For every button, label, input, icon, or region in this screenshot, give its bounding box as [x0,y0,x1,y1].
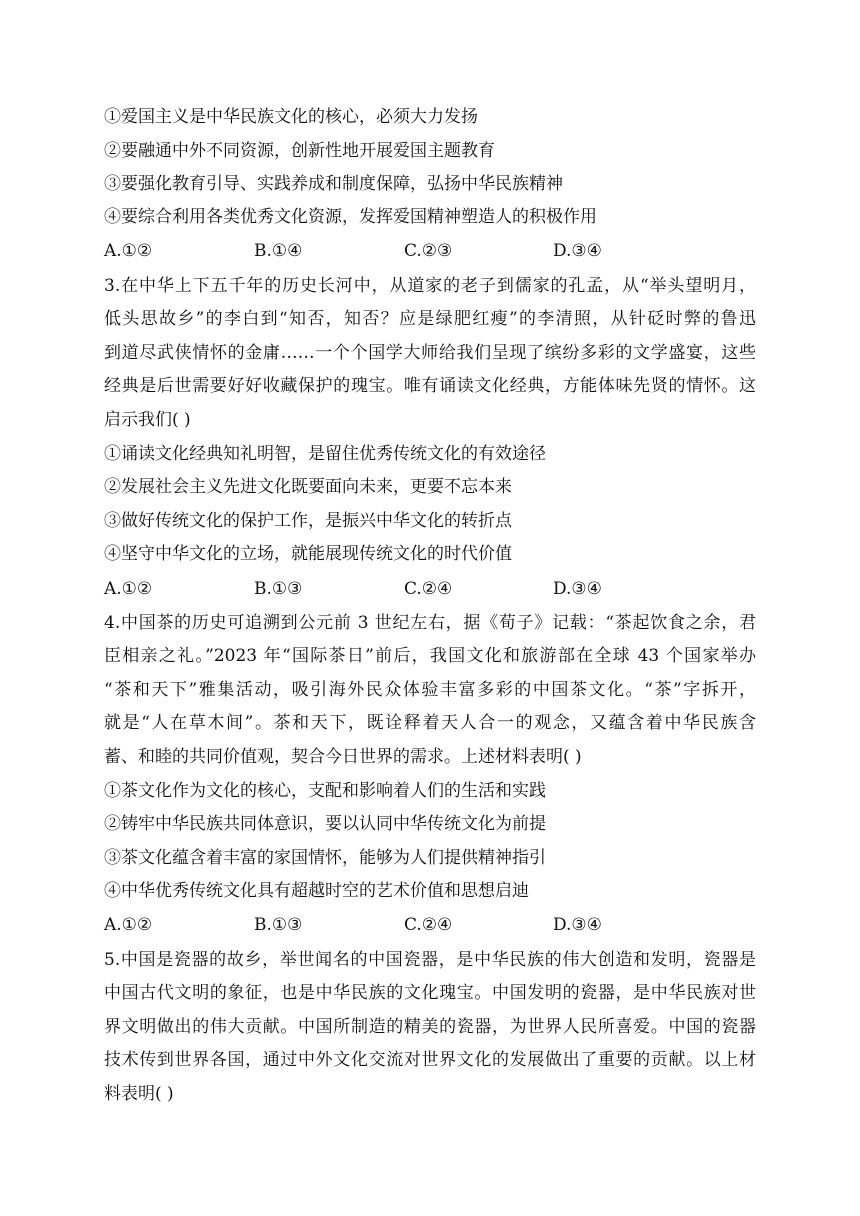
q3-stem-line-5: 启示我们( ) [104,410,191,430]
q4-stem-line-1: 4.中国茶的历史可追溯到公元前 3 世纪左右，据《荀子》记载：“茶起饮食之余，君 [104,613,756,633]
q4-statement-1: ①茶文化作为文化的核心，支配和影响着人们的生活和实践 [104,781,546,801]
q2-option-a: A.①② [104,241,153,261]
q5-stem-line-5: 料表明( ) [104,1084,174,1104]
q4-stem-line-2: 臣相亲之礼。”2023 年“国际茶日”前后，我国文化和旅游部在全球 43 个国家举办 [104,646,756,666]
q4-option-a: A.①② [104,915,153,935]
q4-stem-line-4: 就是“人在草木间”。茶和天下，既诠释着天人合一的观念，又蕴含着中华民族含 [104,713,756,733]
q2-options [104,239,756,263]
q4-option-b: B.①③ [254,915,303,935]
q4-option-c: C.②④ [404,915,453,935]
q2-statement-1: ①爱国主义是中华民族文化的核心，必须大力发扬 [104,107,478,127]
q3-stem-line-1: 3.在中华上下五千年的历史长河中，从道家的老子到儒家的孔孟，从“举头望明月， [104,276,756,296]
q2-option-d: D.③④ [553,241,602,261]
q4-statement-2: ②铸牢中华民族共同体意识，要以认同中华传统文化为前提 [104,814,546,834]
q4-option-d: D.③④ [553,915,602,935]
q2-option-b: B.①④ [254,241,303,261]
q4-statement-3: ③茶文化蕴含着丰富的家国情怀，能够为人们提供精神指引 [104,848,546,868]
q3-option-b: B.①③ [254,579,303,599]
q5-stem-line-3: 界文明做出的伟大贡献。中国所制造的精美的瓷器，为世界人民所喜爱。中国的瓷器 [104,1017,756,1037]
q4-stem-line-5: 蓄、和睦的共同价值观，契合今日世界的需求。上述材料表明( ) [104,747,582,767]
q3-options [104,577,756,601]
q3-stem-line-3: 到道尽武侠情怀的金庸……一个个国学大师给我们呈现了缤纷多彩的文学盛宴，这些 [104,343,756,363]
q3-stem-line-4: 经典是后世需要好好收藏保护的瑰宝。唯有诵读文化经典，方能体味先贤的情怀。这 [104,376,756,396]
q4-stem-line-3: “茶和天下”雅集活动，吸引海外民众体验丰富多彩的中国茶文化。“茶”字拆开， [104,680,756,700]
q4-options [104,913,756,937]
q3-statement-2: ②发展社会主义先进文化既要面向未来，更要不忘本来 [104,477,512,497]
q2-statement-4: ④要综合利用各类优秀文化资源，发挥爱国精神塑造人的积极作用 [104,207,597,227]
q3-option-d: D.③④ [553,579,602,599]
q3-statement-4: ④坚守中华文化的立场，就能展现传统文化的时代价值 [104,544,512,564]
q5-stem-line-4: 技术传到世界各国，通过中外文化交流对世界文化的发展做出了重要的贡献。以上材 [104,1050,756,1070]
q2-statement-3: ③要强化教育引导、实践养成和制度保障，弘扬中华民族精神 [104,174,563,194]
q5-stem-line-1: 5.中国是瓷器的故乡，举世闻名的中国瓷器，是中华民族的伟大创造和发明，瓷器是 [104,950,756,970]
q4-statement-4: ④中华优秀传统文化具有超越时空的艺术价值和思想启迪 [104,881,529,901]
q3-statement-3: ③做好传统文化的保护工作，是振兴中华文化的转折点 [104,511,512,531]
q3-option-c: C.②④ [404,579,453,599]
q2-statement-2: ②要融通中外不同资源，创新性地开展爱国主题教育 [104,141,495,161]
q3-stem-line-2: 低头思故乡”的李白到“知否，知否？应是绿肥红瘦”的李清照，从针砭时弊的鲁迅 [104,309,756,329]
q3-option-a: A.①② [104,579,153,599]
q3-statement-1: ①诵读文化经典知礼明智，是留住优秀传统文化的有效途径 [104,444,546,464]
q5-stem-line-2: 中国古代文明的象征，也是中华民族的文化瑰宝。中国发明的瓷器，是中华民族对世 [104,983,756,1003]
q2-option-c: C.②③ [404,241,453,261]
